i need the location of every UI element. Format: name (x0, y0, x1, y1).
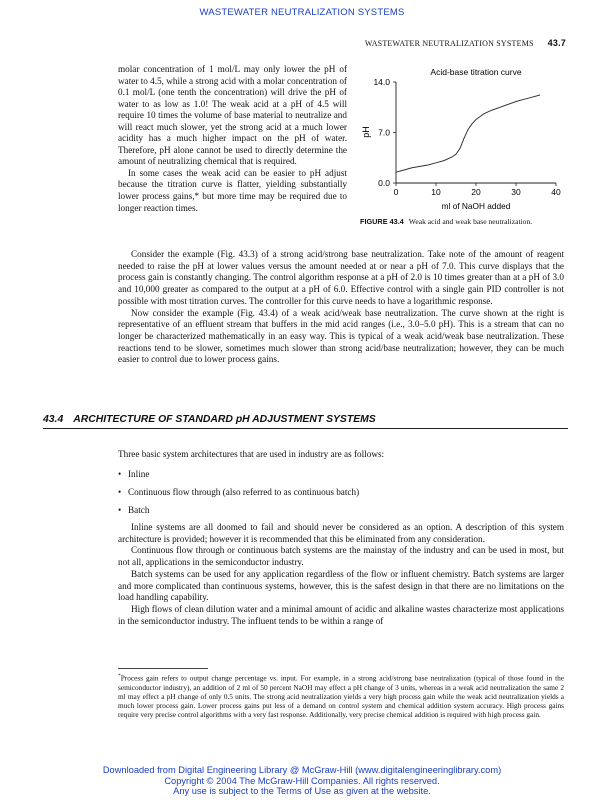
bullet-symbol: • (118, 487, 122, 497)
section-heading (43, 414, 568, 429)
y-tick-label: 7.0 (378, 127, 390, 138)
left-column-text (118, 64, 347, 214)
list-item-text: Batch (128, 505, 150, 515)
titration-chart (356, 64, 566, 214)
figure-caption (360, 217, 565, 227)
x-axis-label: ml of NaOH added (441, 201, 511, 211)
x-tick-label: 40 (551, 187, 561, 197)
bullet-symbol: • (118, 469, 122, 479)
list-item (118, 468, 564, 480)
running-head-title: WASTEWATER NEUTRALIZATION SYSTEMS (364, 39, 534, 48)
section-title: ARCHITECTURE OF STANDARD pH ADJUSTMENT SYSTEMS (73, 414, 376, 425)
footnote-rule (118, 668, 208, 669)
architecture-list (118, 468, 564, 522)
bottom-banner (0, 765, 604, 797)
y-tick-label: 14.0 (373, 77, 390, 87)
page-number: 43.7 (547, 38, 566, 48)
list-item-text: Continuous flow through (also referred to as continuous batch) (128, 487, 360, 497)
x-tick-label: 10 (431, 187, 441, 197)
section-number: 43.4 (43, 414, 64, 425)
intro-text: Three basic system architectures that are used in industry are as follows: (118, 449, 385, 459)
list-item (118, 504, 564, 516)
footnote-text: Process gain refers to output change percentage vs. input. For example, in a strong acid/strong base neutralization (typical of those found in the semiconductor industry), an addition of 2 ml of 50 percent NaOH may effect a pH change of 3 units, whereas in a weak acid neutralization the same 2 ml may effect a pH change of only 0.5 units. The strong acid neutralization yields a very high process gain while the weak acid neutralization yields a much lower process gain. Lower process gains put less of a demand on control system and chemical addition system accuracy. High process gains require very precise control algorithms with a very fast response. Additionally, very precise chemical addition is required with high process gain. (118, 673, 564, 720)
x-tick-label: 0 (393, 187, 399, 197)
figure-caption-text: Weak acid and weak base neutralization. (408, 217, 533, 226)
paragraph: Now consider the example (Fig. 43.4) of a weak acid/weak base neutralization. The curve shown at the right is representative of an effluent stream that buffers in the mid acid ranges (i.e., 3.0–5.0 pH). This is a stream that can no longer be characterized mathematically in an easy way. This is typical of a weak acid/weak base neutralization. These reactions tend to be slower, sometimes much slower than strong acid/base neutralization; however, they can be much easier to control due to lower process gains. (118, 307, 564, 365)
list-item (118, 486, 564, 498)
bullet-symbol: • (118, 505, 122, 515)
chart-title: Acid-base titration curve (430, 67, 522, 77)
body-text (118, 522, 564, 627)
footnote (118, 672, 564, 719)
terms-notice: Any use is subject to the Terms of Use as given at the website. (173, 786, 431, 796)
x-tick-label: 30 (511, 187, 521, 197)
download-notice: Downloaded from Digital Engineering Library @ McGraw-Hill (www.digitalengineeringlibrary.com) (102, 765, 502, 775)
paragraph: Consider the example (Fig. 43.3) of a strong acid/strong base neutralization. Take note of the amount of reagent needed to raise the pH at lower values versus the amount needed at or near a pH of 7.0. This curve displays that the process gain is constantly changing. The control algorithm response at a pH of 2.0 is 10 times greater than at a pH of 3.0 and 10,000 greater as compared to the output at a pH of 6.0. Effective control with a single gain PID controller is not possible with most titration curves. The controller for this curve needs to have a logarithmic response. (118, 249, 564, 306)
figure-number: FIGURE 43.4 (360, 217, 404, 226)
running-head (365, 38, 566, 48)
y-tick-label: 0.0 (378, 178, 390, 188)
paragraph: High flows of clean dilution water and a minimal amount of acidic and alkaline wastes characterize most applications in the semiconductor industry. The influent tends to be within a range of (118, 603, 564, 626)
x-tick-label: 20 (471, 187, 481, 197)
full-width-text (118, 249, 564, 366)
paragraph: Continuous flow through or continuous batch systems are the mainstay of the industry and can be used in most, but not all, applications in the semiconductor industry. (118, 545, 564, 568)
titration-curve (396, 95, 540, 172)
paragraph: Batch systems can be used for any application regardless of the flow or influent chemistry. Batch systems are larger and more complicated than continuous systems, however, this is the safest design in that there are no limitations on the load handling capability. (118, 568, 564, 603)
top-banner: WASTEWATER NEUTRALIZATION SYSTEMS (199, 7, 405, 18)
copyright-notice: Copyright © 2004 The McGraw-Hill Companies. All rights reserved. (164, 775, 440, 786)
footnote-marker: * (118, 673, 121, 679)
paragraph: molar concentration of 1 mol/L may only lower the pH of water to 4.5, while a strong acid with a molar concentration of 0.1 mol/L (one tenth the concentration) will drive the pH of water to as low as 1.0! The weak acid at a pH of 4.5 will require 10 times the volume of base material to neutralize and will react much slower, yet the strong acid at a much lower acidity has a much higher impact on the pH of water. Therefore, pH alone cannot be used to directly determine the amount of neutralizing chemical that is required. (118, 64, 347, 167)
paragraph: Inline systems are all doomed to fail and should never be considered as an option. A description of this system architecture is provided; however it is recommended that this be eliminated from any consideration. (118, 522, 564, 544)
paragraph: In some cases the weak acid can be easier to pH adjust because the titration curve is flatter, yielding substantially lower process gains,* but more time may be required due to longer reaction times. (118, 167, 347, 213)
list-item-text: Inline (128, 469, 150, 479)
y-axis-label: pH (361, 126, 371, 138)
